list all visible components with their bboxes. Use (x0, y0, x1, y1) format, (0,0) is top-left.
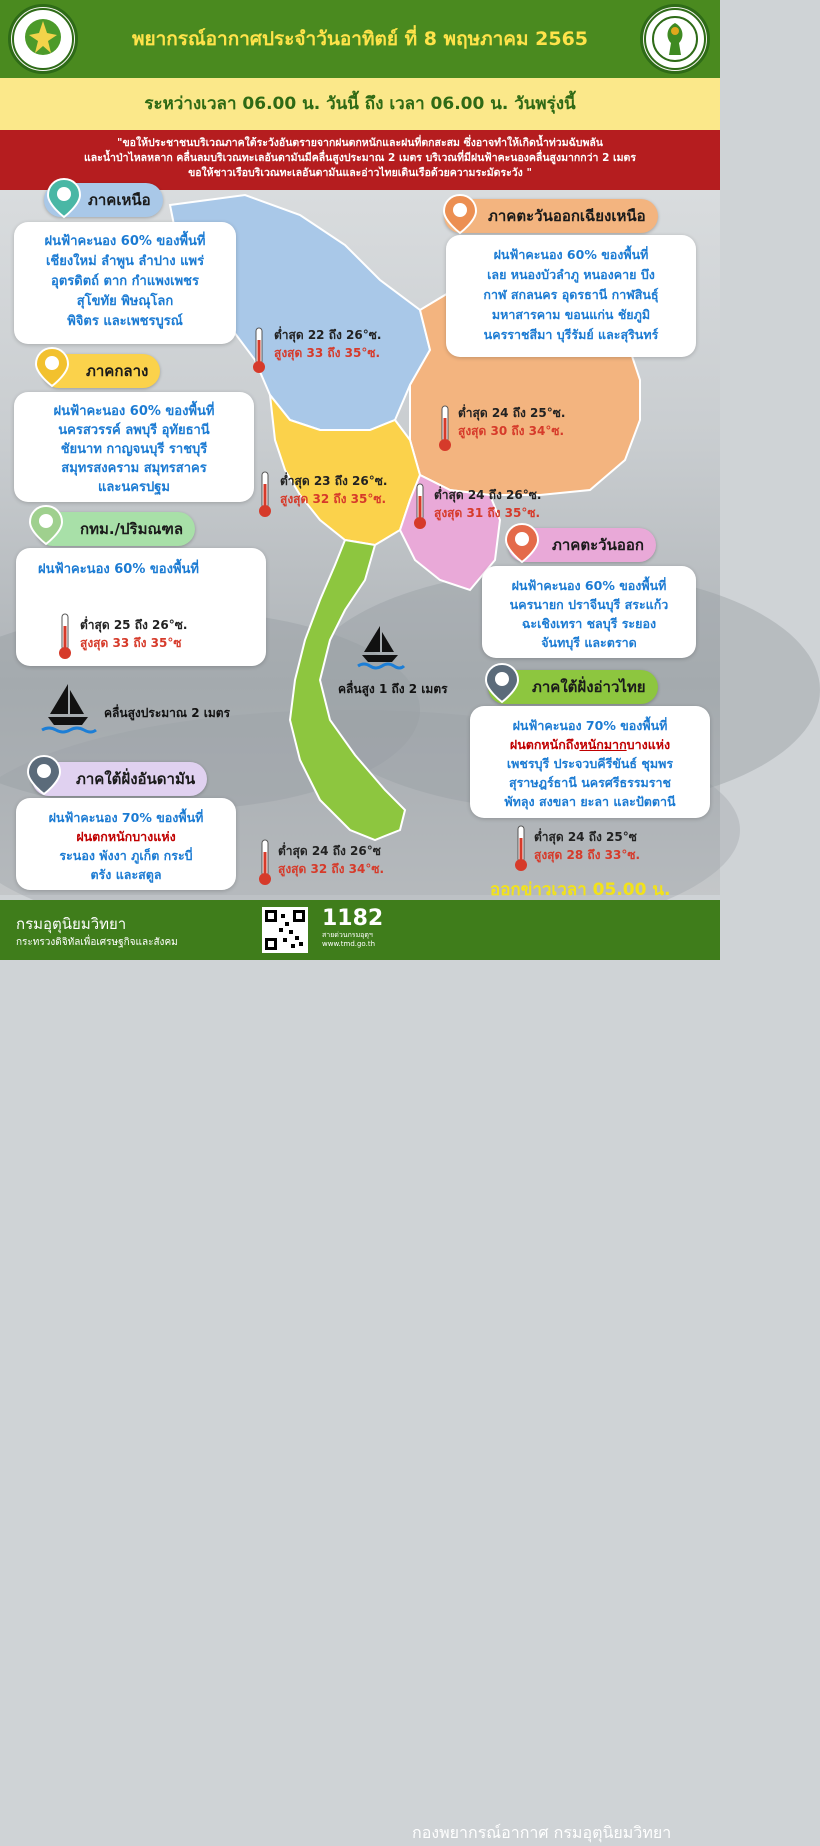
north-forecast-box (14, 222, 236, 344)
north-temperature (274, 326, 381, 362)
region-name: ภาคตะวันออกเฉียงเหนือ (488, 207, 646, 225)
location-pin-icon (438, 191, 482, 235)
min-temp: ต่ำสุด 24 ถึง 25°ซ (534, 830, 637, 844)
region-name: กทม./ปริมณฑล (80, 520, 184, 538)
forecast-line: สุโขทัย พิษณุโลก (76, 294, 174, 309)
gulf-wave-height: คลื่นสูง 1 ถึง 2 เมตร (338, 682, 448, 696)
northeast-temperature (458, 404, 565, 440)
warning-line-1: "ขอให้ประชาชนบริเวณภาคใต้ระวังอันตรายจากฝนตกหนักและฝนที่ตกสะสม ซึ่งอาจทำให้เกิดน้ำท่วมฉับพลัน (117, 137, 603, 149)
website-link[interactable]: www.tmd.go.th (322, 940, 375, 948)
bangkok-temperature (80, 616, 187, 652)
hotline-number: 1182 (322, 906, 384, 931)
min-temp: ต่ำสุด 23 ถึง 26°ซ. (280, 474, 388, 488)
max-temp: สูงสุด 33 ถึง 35°ซ. (274, 346, 381, 360)
warning-line-2: และน้ำป่าไหลหลาก คลื่นลมบริเวณทะเลอันดามันมีคลื่นสูงประมาณ 2 เมตร บริเวณที่มีฝนฟ้าคะนองคลื่นสูงมากกว่า 2 เมตร (83, 152, 636, 164)
forecast-line: จันทบุรี และตราด (541, 635, 637, 650)
max-temp: สูงสุด 28 ถึง 33°ซ. (534, 848, 641, 862)
warning-line-3: ขอให้ชาวเรือบริเวณทะเลอันดามันและอ่าวไทยเดินเรือด้วยความระมัดระวัง " (188, 167, 532, 179)
min-temp: ต่ำสุด 24 ถึง 26°ซ (278, 844, 381, 858)
forecast-line: ฝนฟ้าคะนอง 70% ของพื้นที่ (512, 718, 668, 733)
sailboat-icon (40, 680, 96, 736)
thermometer-icon (258, 470, 272, 518)
page-title: พยากรณ์อากาศประจำวันอาทิตย์ ที่ 8 พฤษภาคม 2565 (131, 28, 589, 50)
forecast-line: ฝนฟ้าคะนอง 70% ของพื้นที่ (48, 810, 204, 825)
forecast-line: สมุทรสงคราม สมุทรสาคร (61, 461, 207, 476)
region-name: ภาคใต้ฝั่งอ่าวไทย (532, 678, 646, 696)
forecast-line: ฝนฟ้าคะนอง 60% ของพื้นที่ (493, 247, 649, 262)
min-temp: ต่ำสุด 25 ถึง 26°ซ. (80, 618, 188, 632)
max-temp: สูงสุด 30 ถึง 34°ซ. (458, 424, 565, 438)
south-andaman-forecast-box (16, 798, 236, 890)
forecast-line: พิจิตร และเพชรบูรณ์ (67, 314, 183, 329)
min-temp: ต่ำสุด 22 ถึง 26°ซ. (274, 328, 382, 342)
region-name: ภาคกลาง (86, 362, 149, 380)
region-name: ภาคเหนือ (88, 191, 151, 209)
thermometer-icon (514, 824, 528, 872)
min-temp: ต่ำสุด 24 ถึง 25°ซ. (458, 406, 566, 420)
thermometer-icon (438, 404, 452, 452)
location-pin-icon (42, 175, 86, 219)
forecast-line: เชียงใหม่ ลำพูน ลำปาง แพร่ (45, 254, 205, 269)
forecast-line: ระนอง พังงา ภูเก็ต กระบี่ (59, 848, 193, 863)
max-temp: สูงสุด 31 ถึง 35°ซ. (434, 506, 541, 520)
qr-code[interactable] (262, 907, 308, 953)
very-heavy-text: หนักมาก (579, 737, 627, 752)
location-pin-icon (480, 660, 524, 704)
forecast-line: ตรัง และสตูล (90, 867, 162, 882)
max-temp: สูงสุด 32 ถึง 34°ซ. (278, 862, 385, 876)
forecast-line: และนครปฐม (98, 480, 170, 495)
central-temperature (280, 472, 387, 508)
northeast-forecast-box (446, 235, 696, 357)
forecast-line: นครสวรรค์ ลพบุรี อุทัยธานี (58, 423, 210, 438)
org-name: กรมอุตุนิยมวิทยา (16, 915, 127, 933)
forecast-line: กาฬ สกลนคร อุดรธานี กาฬสินธุ์ (483, 287, 659, 302)
forecast-line: สุราษฎร์ธานี นครศรีธรรมราช (508, 775, 672, 790)
forecast-line: เลย หนองบัวลำภู หนองคาย บึง (487, 267, 655, 282)
forecast-line: นครราชสีมา บุรีรัมย์ และสุรินทร์ (483, 327, 659, 342)
location-pin-icon (24, 502, 68, 546)
hotline-label: สายด่วนกรมอุตุฯ (322, 931, 373, 939)
region-name: ภาคใต้ฝั่งอันดามัน (76, 770, 196, 788)
forecast-line: ฝนฟ้าคะนอง 60% ของพื้นที่ (38, 562, 199, 577)
location-pin-icon (30, 344, 74, 388)
max-temp: สูงสุด 32 ถึง 35°ซ. (280, 492, 387, 506)
east-forecast-box (482, 566, 696, 658)
thermometer-icon (258, 838, 272, 886)
forecast-line: พัทลุง สงขลา ยะลา และปัตตานี (504, 794, 676, 809)
south-gulf-temperature (534, 828, 640, 864)
forecast-period: ระหว่างเวลา 06.00 น. วันนี้ ถึง เวลา 06.00 น. วันพรุ่งนี้ (0, 78, 720, 130)
thermometer-icon (58, 612, 72, 660)
heavy-rain-line (480, 735, 700, 754)
south-andaman-temperature (278, 842, 384, 878)
thermometer-icon (252, 326, 266, 374)
central-forecast-box (14, 392, 254, 502)
some-areas-text: บางแห่ง (626, 737, 671, 752)
min-temp: ต่ำสุด 24 ถึง 26°ซ. (434, 488, 542, 502)
forecast-line: ชัยนาท กาญจนบุรี ราชบุรี (60, 442, 208, 457)
location-pin-icon (500, 520, 544, 564)
region-name: ภาคตะวันออก (552, 536, 644, 554)
forecast-line: มหาสารคาม ขอนแก่น ชัยภูมิ (491, 307, 651, 322)
andaman-wave-height: คลื่นสูงประมาณ 2 เมตร (104, 706, 231, 720)
forecast-line: เพชรบุรี ประจวบคีรีขันธ์ ชุมพร (506, 756, 674, 771)
max-temp: สูงสุด 33 ถึง 35°ซ (80, 636, 182, 650)
division-name: กองพยากรณ์อากาศ กรมอุตุนิยมวิทยา (412, 1823, 672, 1842)
east-temperature (434, 486, 541, 522)
heavy-rain-line: ฝนตกหนักบางแห่ง (76, 829, 176, 844)
forecast-line: ฝนฟ้าคะนอง 60% ของพื้นที่ (511, 578, 667, 593)
forecast-line: ฝนฟ้าคะนอง 60% ของพื้นที่ (44, 234, 206, 249)
hotline-caption (322, 931, 375, 949)
heavy-rain-text: ฝนตกหนักถึง (509, 737, 580, 752)
ministry-name: กระทรวงดิจิทัลเพื่อเศรษฐกิจและสังคม (16, 937, 178, 948)
forecast-line: อุตรดิตถ์ ตาก กำแพงเพชร (51, 274, 199, 289)
sailboat-icon (356, 622, 404, 670)
forecast-line: นครนายก ปราจีนบุรี สระแก้ว (509, 597, 669, 612)
south-gulf-forecast-box (470, 706, 710, 818)
location-pin-icon (22, 752, 66, 796)
thermometer-icon (413, 482, 427, 530)
forecast-line: ฝนฟ้าคะนอง 60% ของพื้นที่ (53, 404, 215, 419)
forecast-line: ฉะเชิงเทรา ชลบุรี ระยอง (521, 616, 657, 631)
issue-time: ออกข่าวเวลา 05.00 น. (490, 880, 671, 900)
